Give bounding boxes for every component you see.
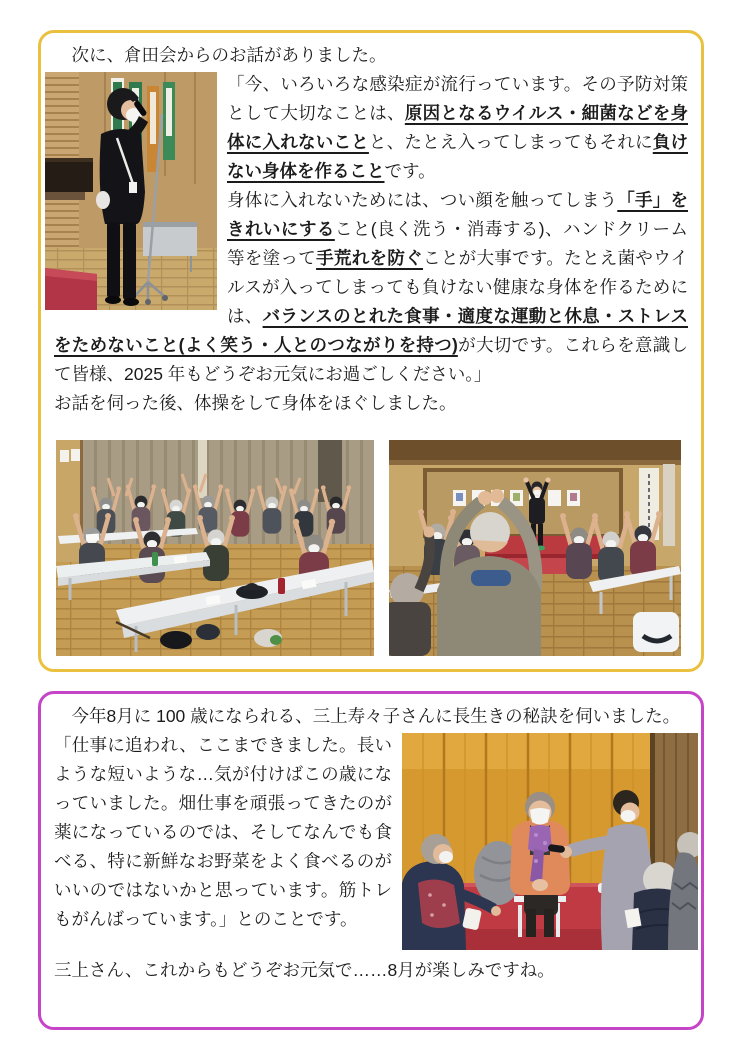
text-run: 「今、いろいろな感染症が流行っています。その予防対策として大切なことは、 [227,74,688,123]
speaker-photo-illustration [45,72,217,310]
exercise-photo-row [56,440,688,656]
exercise-left-illustration [56,440,374,656]
photo-exercise-left [56,440,374,656]
text-run-bold-underline: 負けない身体を作ること [227,132,689,181]
text-run-bold-underline: 「手」をきれいにする [227,190,689,239]
interview-illustration [402,733,698,950]
talk-section [38,30,704,672]
photo-speaker-talk [45,72,217,310]
photo-interview [402,733,698,950]
text-run: と、たとえ入ってしまってもそれに [368,132,653,152]
white-chair [633,612,679,652]
centenarian-section [38,691,704,1030]
photo-exercise-right [389,440,681,656]
centenarian-quote: 「仕事に追われ、ここまできました。長いような短いような…気が付けばこの歳になっていました。畑仕事を頑張ってきたのが薬になっているのでは、そしてなんでも食べる、特に新鮮なお野菜をよく食べるのがいいのではないかと思っています。筋トレもがんばっています。」とのことです。 [54,735,392,929]
talk-paragraph-3: お話を伺った後、体操をして身体をほぐしました。 [54,393,457,413]
centenarian-intro: 今年8月に 100 歳になられる、三上寿々子さんに長生きの秘訣を伺いました。 [54,706,681,726]
text-run: です。 [384,161,436,181]
text-run: こと(良く洗う・消毒する)、ハンドクリーム等を塗って [227,219,688,268]
talk-intro-line: 次に、倉田会からのお話がありました。 [54,45,387,65]
text-run-bold-underline: 手荒れを防ぐ [316,248,423,268]
text-run-bold-underline: バランスのとれた食事・適度な運動と休息・ストレスをためないこと(よく笑う・人とのつながりを持つ) [54,306,689,355]
exercise-right-illustration [389,440,681,656]
centenarian-section-body [41,694,701,991]
text-run-bold-underline: 原因となるウイルス・細菌などを身体に入れないこと [227,103,689,152]
text-run: が大切です。これらを意識して皆様、2025 年もどうぞお元気にお過ごしください。」 [54,335,688,384]
text-run: ことが大事です。たとえ菌やウイルスが入ってしまっても負けない健康な身体を作るためには、 [227,248,689,326]
talk-section-body [41,33,701,662]
text-run: 身体に入れないためには、つい顔を触ってしまう [227,190,618,210]
centenarian-closing: 三上さん、これからもどうぞお元気で……8月が楽しみですね。 [54,960,555,980]
